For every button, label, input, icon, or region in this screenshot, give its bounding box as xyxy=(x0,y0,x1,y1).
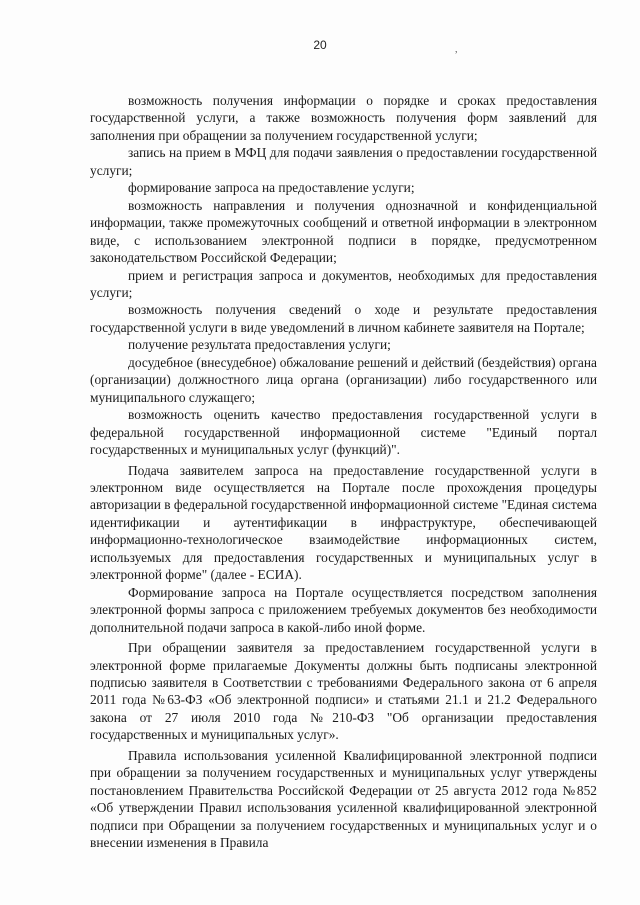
paragraph: запись на прием в МФЦ для подачи заявления о предоставлении государственной услуги; xyxy=(90,145,597,178)
scan-speck: , xyxy=(455,44,458,55)
paragraph: формирование запроса на предоставление услуги; xyxy=(128,180,415,196)
page-number: 20 xyxy=(313,38,327,52)
paragraph: досудебное (внесудебное) обжалование решений и действий (бездействия) органа (организации) должностного лица органа (организации) либо государственного или муниципального служащего; xyxy=(90,354,597,405)
paragraph: получение результата предоставления услуги; xyxy=(128,337,391,353)
paragraph: Подача заявителем запроса на предоставление государственной услуги в электронном виде осуществляется на Портале после прохождения процедуры авторизации в федеральной государственной информационной системе "Единая система идентификации и аутентификации в инфраструктуре, обеспечивающей информационно-технологическое взаимодействие информационных систем, используемых для предоставления государственных и муниципальных услуг в электронной форме" (далее - ЕСИА). xyxy=(90,462,597,583)
paragraph: возможность направления и получения однозначной и конфиденциальной информации, также промежуточных сообщений и ответной информации в электронном виде, с использованием электронной подписи в порядке, предусмотренном законодательством Российской Федерации; xyxy=(90,197,597,266)
paragraph: Правила использования усиленной Квалифицированной электронной подписи при обращении за получением государственных и муниципальных услуг утверждены постановлением Правительства Российской Федерации от 25 августа 2012 года №852 «Об утверждении Правил использования усиленной квалифицированной электронной подписи при Обращении за получением государственных и муниципальных услуг и о внесении изменения в Правила xyxy=(90,747,597,851)
paragraph: возможность получения информации о порядке и сроках предоставления государственной услуги, а также возможность получения форм заявлений для заполнения при обращении за получением государственной услуги; xyxy=(90,93,597,143)
paragraph: При обращении заявителя за предоставлением государственной услуги в электронной форме прилагаемые Документы должны быть подписаны электронной подписью заявителя в Соответствии с требованиями Федерального закона от 6 апреля 2011 года №63-ФЗ «Об электронной подписи» и статьями 21.1 и 21.2 Федерального закона от 27 июля 2010 года №210-ФЗ "Об организации предоставления государственных и муниципальных услуг». xyxy=(90,640,597,743)
paragraph: возможность получения сведений о ходе и результате предоставления государственной услуги в виде уведомлений в личном кабинете заявителя на Портале; xyxy=(90,302,597,335)
paragraph: возможность оценить качество предоставления государственной услуги в федеральной государственной информационной системе "Единый портал государственных и муниципальных услуг (функций)". xyxy=(90,407,597,458)
paragraph: Формирование запроса на Портале осуществляется посредством заполнения электронной формы запроса с приложением требуемых документов без необходимости дополнительной подачи запроса в какой-либо иной форме. xyxy=(90,584,597,635)
body-text xyxy=(90,92,597,851)
paragraph: прием и регистрация запроса и документов, необходимых для предоставления услуги; xyxy=(90,267,597,300)
